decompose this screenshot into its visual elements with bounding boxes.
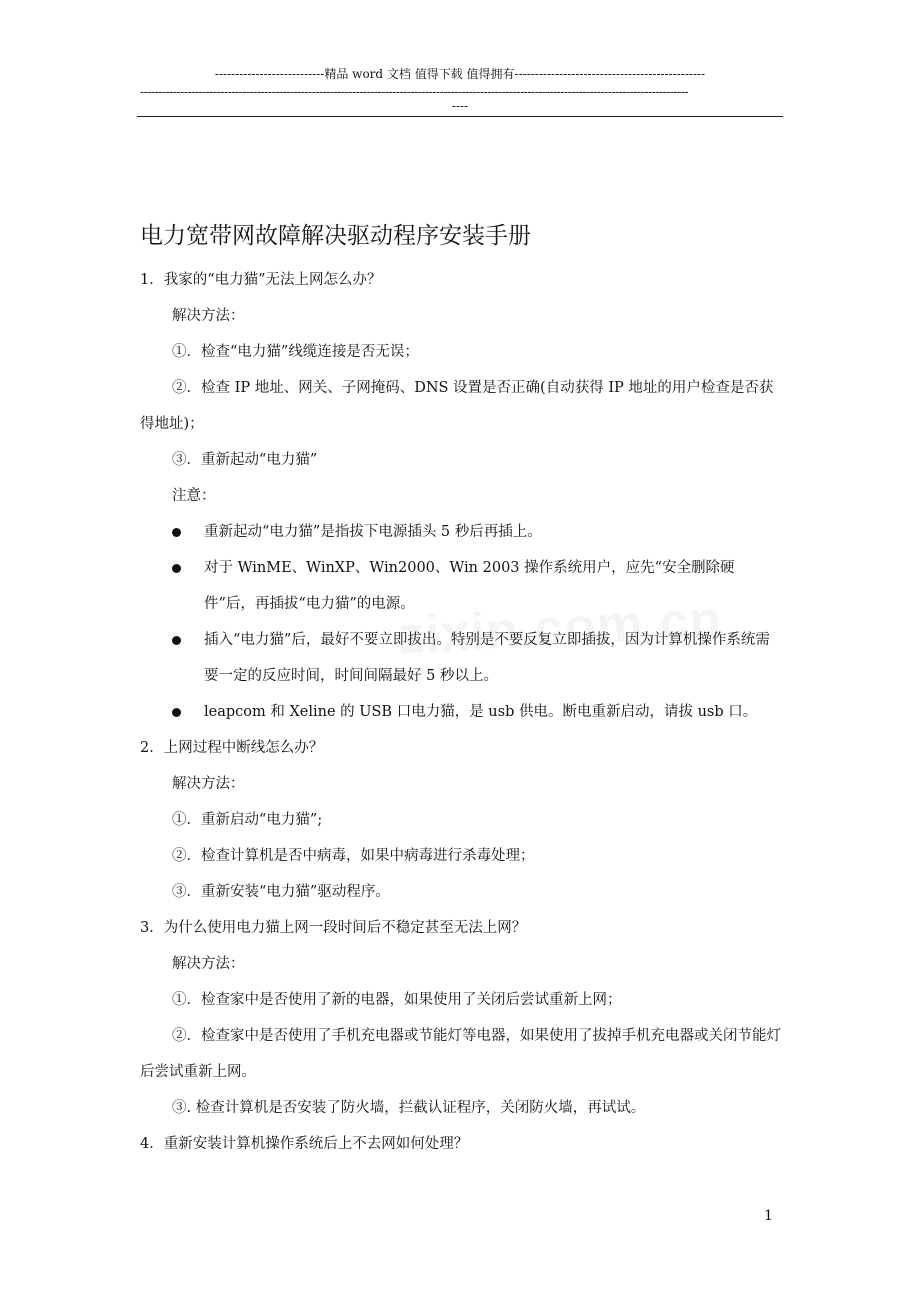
bullet-icon bbox=[172, 564, 181, 573]
q3-step-2: ②．检查家中是否使用了手机充电器或节能灯等电器，如果使用了拔掉手机充电器或关闭节能灯后尝试重新上网。 bbox=[140, 1028, 781, 1080]
question-4: 4．重新安装计算机操作系统后上不去网如何处理？ bbox=[140, 1136, 469, 1152]
q2-step-2: ②．检查计算机是否中病毒，如果中病毒进行杀毒处理； bbox=[172, 848, 535, 864]
q1-step-1: ①．检查“电力猫”线缆连接是否无误； bbox=[172, 344, 419, 360]
document-title: 电力宽带网故障解决驱动程序安装手册 bbox=[140, 223, 531, 249]
q1-method-label: 解决方法： bbox=[172, 308, 245, 324]
q1-note-label: 注意： bbox=[172, 488, 216, 504]
note-bullet-text: leapcom 和 Xeline 的 USB 口电力猫，是 usb 供电。断电重新启动，请拔 usb 口。 bbox=[204, 704, 758, 720]
note-bullet-3 bbox=[140, 622, 782, 694]
q2-method-label: 解决方法： bbox=[172, 776, 245, 792]
q1-step-3: ③．重新起动“电力猫” bbox=[172, 452, 318, 468]
bullet-icon bbox=[172, 528, 181, 537]
question-1: 1．我家的“电力猫”无法上网怎么办？ bbox=[140, 272, 382, 288]
q3-step-1: ①．检查家中是否使用了新的电器，如果使用了关闭后尝试重新上网； bbox=[172, 992, 622, 1008]
page-number: 1 bbox=[764, 1208, 773, 1224]
header-dash-tail: ---- bbox=[451, 99, 469, 113]
note-bullet-text: 插入“电力猫”后，最好不要立即拔出。特别是不要反复立即插拔，因为计算机操作系统需要一定的反应时间，时间间隔最好 5 秒以上。 bbox=[204, 632, 770, 684]
note-bullet-4 bbox=[140, 694, 782, 730]
note-bullet-2 bbox=[140, 550, 782, 622]
q1-step-2: ②．检查 IP 地址、网关、子网掩码、DNS 设置是否正确(自动获得 IP 地址的用户检查是否获得地址)； bbox=[140, 380, 774, 432]
note-bullet-text: 重新起动“电力猫”是指拔下电源插头 5 秒后再插上。 bbox=[204, 524, 542, 540]
q2-step-3: ③．重新安装“电力猫”驱动程序。 bbox=[172, 884, 390, 900]
note-bullet-text: 对于 WinME、WinXP、Win2000、Win 2003 操作系统用户，应先“安全删除硬件”后，再插拔“电力猫”的电源。 bbox=[204, 560, 735, 612]
q2-step-1: ①．重新启动“电力猫”; bbox=[172, 812, 323, 828]
question-3: 3．为什么使用电力猫上网一段时间后不稳定甚至无法上网？ bbox=[140, 920, 527, 936]
bullet-icon bbox=[172, 636, 181, 645]
header-banner: ---------------------------精品 word 文档 值得下载 值得拥有----------------------------------------------- bbox=[214, 67, 706, 81]
q3-step-3: ③. 检查计算机是否安装了防火墙，拦截认证程序，关闭防火墙，再试试。 bbox=[172, 1100, 646, 1116]
header-rule bbox=[137, 116, 783, 117]
header-dash-line: ------------------------------------------------------------------------------------------------------------------------------------------------------ bbox=[140, 85, 689, 99]
note-bullet-1 bbox=[140, 514, 782, 550]
q3-method-label: 解决方法： bbox=[172, 956, 245, 972]
bullet-icon bbox=[172, 708, 181, 717]
question-2: 2．上网过程中断线怎么办？ bbox=[140, 740, 324, 756]
document-body bbox=[140, 262, 782, 1162]
